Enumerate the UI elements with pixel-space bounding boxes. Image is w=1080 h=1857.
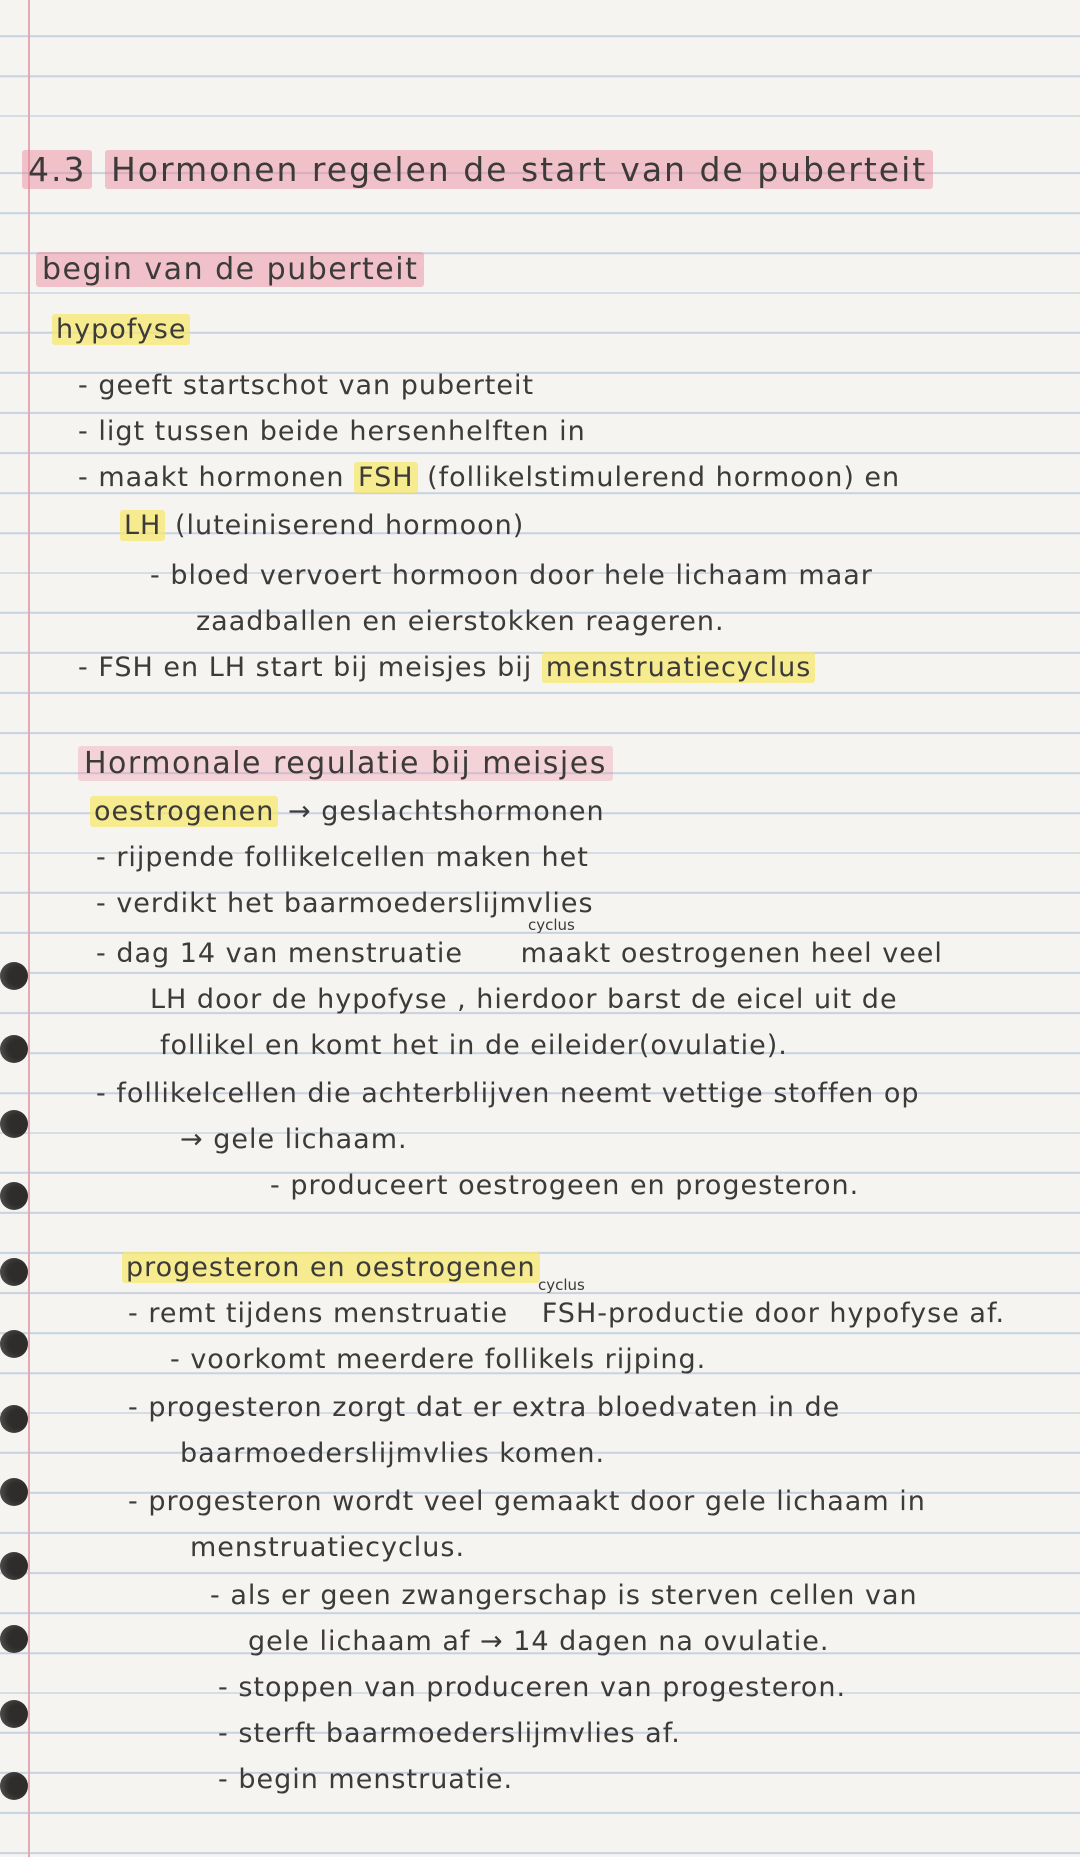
cyclus-superscript: cyclus <box>538 1276 585 1294</box>
note-line: - FSH en LH start bij meisjes bij menstruatiecyclus <box>78 652 815 683</box>
section2-subheading: oestrogenen → geslachtshormonen <box>90 796 605 827</box>
note-line: - follikelcellen die achterblijven neemt vettige stoffen op <box>96 1078 920 1109</box>
menstruatiecyclus-highlight: menstruatiecyclus <box>542 652 815 683</box>
note-line: menstruatiecyclus. <box>190 1532 466 1563</box>
binder-hole <box>0 1330 28 1358</box>
note-line: - verdikt het baarmoederslijmvlies <box>96 888 594 919</box>
note-line: → gele lichaam. <box>180 1124 408 1155</box>
note-line: - geeft startschot van puberteit <box>78 370 535 401</box>
note-line: - bloed vervoert hormoon door hele lichaam maar <box>150 560 873 591</box>
note-line: - als er geen zwangerschap is sterven cellen van <box>210 1580 918 1611</box>
section2-heading: Hormonale regulatie bij meisjes <box>78 746 613 781</box>
binder-hole <box>0 1110 28 1138</box>
note-line: - sterft baarmoederslijmvlies af. <box>218 1718 681 1749</box>
note-line: zaadballen en eierstokken reageren. <box>196 606 725 637</box>
binder-hole <box>0 1552 28 1580</box>
note-line: - progesteron wordt veel gemaakt door gele lichaam in <box>128 1486 926 1517</box>
binder-hole <box>0 962 28 990</box>
margin-line <box>28 0 30 1857</box>
note-line: - begin menstruatie. <box>218 1764 514 1795</box>
cyclus-superscript: cyclus <box>528 916 575 934</box>
section1-subheading: hypofyse <box>52 314 190 345</box>
binder-hole <box>0 1182 28 1210</box>
binder-hole <box>0 1478 28 1506</box>
binder-hole <box>0 1700 28 1728</box>
note-line: - stoppen van produceren van progesteron. <box>218 1672 847 1703</box>
note-line: - progesteron zorgt dat er extra bloedvaten in de <box>128 1392 841 1423</box>
note-line: LH door de hypofyse , hierdoor barst de eicel uit de <box>150 984 898 1015</box>
note-line: - maakt hormonen FSH (follikelstimulerend hormoon) en <box>78 462 901 493</box>
section3-heading: progesteron en oestrogenen <box>122 1252 540 1283</box>
note-line: gele lichaam af → 14 dagen na ovulatie. <box>248 1626 830 1657</box>
note-line: LH (luteiniserend hormoon) <box>120 510 524 541</box>
note-line: follikel en komt het in de eileider(ovulatie). <box>160 1030 788 1061</box>
title-text: Hormonen regelen de start van de puberteit <box>105 150 933 189</box>
note-line: - produceert oestrogeen en progesteron. <box>270 1170 860 1201</box>
binder-hole <box>0 1405 28 1433</box>
section1-heading: begin van de puberteit <box>36 252 424 287</box>
fsh-highlight: FSH <box>354 462 418 493</box>
binder-hole <box>0 1035 28 1063</box>
title-number: 4.3 <box>22 150 92 189</box>
binder-hole <box>0 1258 28 1286</box>
note-line: - rijpende follikelcellen maken het <box>96 842 589 873</box>
binder-hole <box>0 1772 28 1800</box>
lh-highlight: LH <box>120 510 165 541</box>
note-line: - voorkomt meerdere follikels rijping. <box>170 1344 707 1375</box>
note-line: - dag 14 van menstruatie maakt oestrogenen heel veel <box>96 938 943 969</box>
page-title <box>22 150 933 189</box>
note-line: - ligt tussen beide hersenhelften in <box>78 416 586 447</box>
note-line: baarmoederslijmvlies komen. <box>180 1438 606 1469</box>
note-line: - remt tijdens menstruatie FSH-productie door hypofyse af. <box>128 1298 1006 1329</box>
binder-hole <box>0 1625 28 1653</box>
